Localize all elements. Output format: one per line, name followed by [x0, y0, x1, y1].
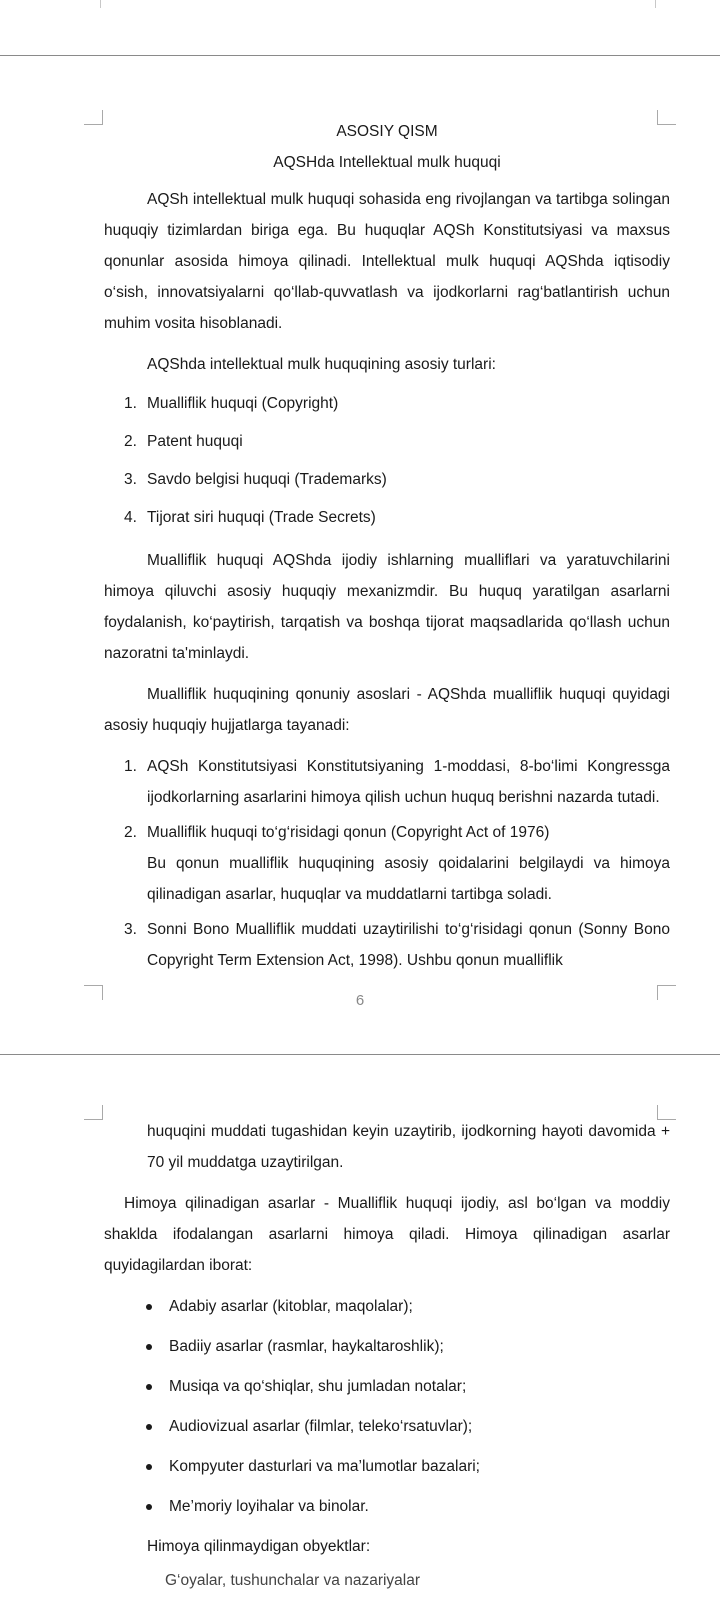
top-ruler-tick	[100, 0, 101, 8]
list-item: 3. Sonni Bono Mualliflik muddati uzaytirilishi to‘g‘risidagi qonun (Sonny Bono Copyright Term Extension Act, 1998). Ushbu qonun mualliflik	[124, 921, 670, 969]
list-item: Badiiy asarlar (rasmlar, haykaltaroshlik);	[104, 1331, 670, 1362]
intro-paragraph: AQSh intellektual mulk huquqi sohasida eng rivojlangan va tartibga solingan huquqiy tizimlardan biriga ega. Bu huquqlar AQSh Konstitutsiyasi va maxsus qonunlar asosida himoya qilinadi. Intellektual mulk huquqi AQShda iqtisodiy o‘sish, innovatsiyalarni qo‘llab-quvvatlash va ijodkorlarni rag‘batlantirish uchun muhim vosita hisoblanadi.	[104, 191, 670, 332]
crop-mark-top-left	[84, 1105, 103, 1120]
list-item: 1. AQSh Konstitutsiyasi Konstitutsiyaning 1-moddasi, 8-bo‘limi Kongressga ijodkorlarning asarlarini himoya qilish uchun huquq berishni nazarda tutadi.	[124, 758, 670, 806]
page-body	[104, 116, 670, 983]
section-heading: ASOSIY QISM	[336, 123, 438, 140]
ip-types-list	[104, 388, 670, 533]
list-item: Kompyuter dasturlari va ma’lumotlar bazalari;	[104, 1451, 670, 1482]
page-number: 6	[355, 992, 365, 1009]
unprotected-title: Himoya qilinmaydigan obyektlar:	[147, 1538, 371, 1555]
list-item: 2. Mualliflik huquqi to‘g‘risidagi qonun (Copyright Act of 1976) Bu qonun mualliflik huquqining asosiy qoidalarini belgilaydi va himoya qilinadigan asarlar, huquqlar va muddatlarni tartibga soladi.	[124, 824, 670, 903]
legal-basis-paragraph: Mualliflik huquqining qonuniy asoslari - AQShda mualliflik huquqi quyidagi asosiy huquqiy hujjatlarga tayanadi:	[104, 686, 670, 734]
list-item: 2. Patent huquqi	[124, 433, 243, 450]
list-item-description: Bu qonun mualliflik huquqining asosiy qoidalarini belgilaydi va himoya qilinadigan asarlar, huquqlar va muddatlarni tartibga soladi.	[147, 855, 670, 903]
section-subheading: AQSHda Intellektual mulk huquqi	[273, 154, 501, 171]
crop-mark-bottom-left	[84, 985, 103, 1000]
crop-mark-top-left	[84, 110, 103, 125]
clipped-list-item: G‘oyalar, tushunchalar va nazariyalar	[165, 1572, 421, 1589]
protected-works-list	[104, 1291, 670, 1522]
crop-mark-bottom-right	[657, 985, 676, 1000]
page-top-border	[0, 55, 720, 56]
bullet	[146, 1344, 152, 1350]
bullet	[146, 1504, 152, 1510]
list-item: Musiqa va qo‘shiqlar, shu jumladan notalar;	[104, 1371, 670, 1402]
bullet	[146, 1424, 152, 1430]
protected-works-paragraph: Himoya qilinadigan asarlar - Mualliflik huquqi ijodiy, asl bo‘lgan va moddiy shaklda ifodalangan asarlarni himoya qiladi. Himoya qilinadigan asarlar quyidagilardan iborat:	[104, 1195, 670, 1274]
top-ruler-tick	[655, 0, 656, 8]
continuation-text: huquqini muddati tugashidan keyin uzaytirib, ijodkorning hayoti davomida + 70 yil muddatga uzaytirilgan.	[147, 1123, 670, 1171]
list-item: 4. Tijorat siri huquqi (Trade Secrets)	[124, 509, 376, 526]
copyright-paragraph: Mualliflik huquqi AQShda ijodiy ishlarning mualliflari va yaratuvchilarini himoya qiluvchi asosiy huquqiy mexanizmdir. Bu huquq yaratilgan asarlarni foydalanish, ko‘paytirish, tarqatish va boshqa tijorat maqsadlarida qo‘llash uchun nazoratni ta'minlaydi.	[104, 552, 670, 662]
types-title: AQShda intellektual mulk huquqining asosiy turlari:	[147, 356, 496, 373]
list-item: Me’moriy loyihalar va binolar.	[104, 1491, 670, 1522]
list-item: Audiovizual asarlar (filmlar, teleko‘rsatuvlar);	[104, 1411, 670, 1442]
bullet	[146, 1384, 152, 1390]
list-item: 3. Savdo belgisi huquqi (Trademarks)	[124, 471, 387, 488]
bullet	[146, 1464, 152, 1470]
page-body-2	[104, 1116, 670, 1562]
legal-docs-list	[104, 751, 670, 976]
list-item: 1. Mualliflik huquqi (Copyright)	[124, 395, 339, 412]
list-item: Adabiy asarlar (kitoblar, maqolalar);	[104, 1291, 670, 1322]
bullet	[146, 1304, 152, 1310]
page-bottom-border	[0, 1054, 720, 1055]
